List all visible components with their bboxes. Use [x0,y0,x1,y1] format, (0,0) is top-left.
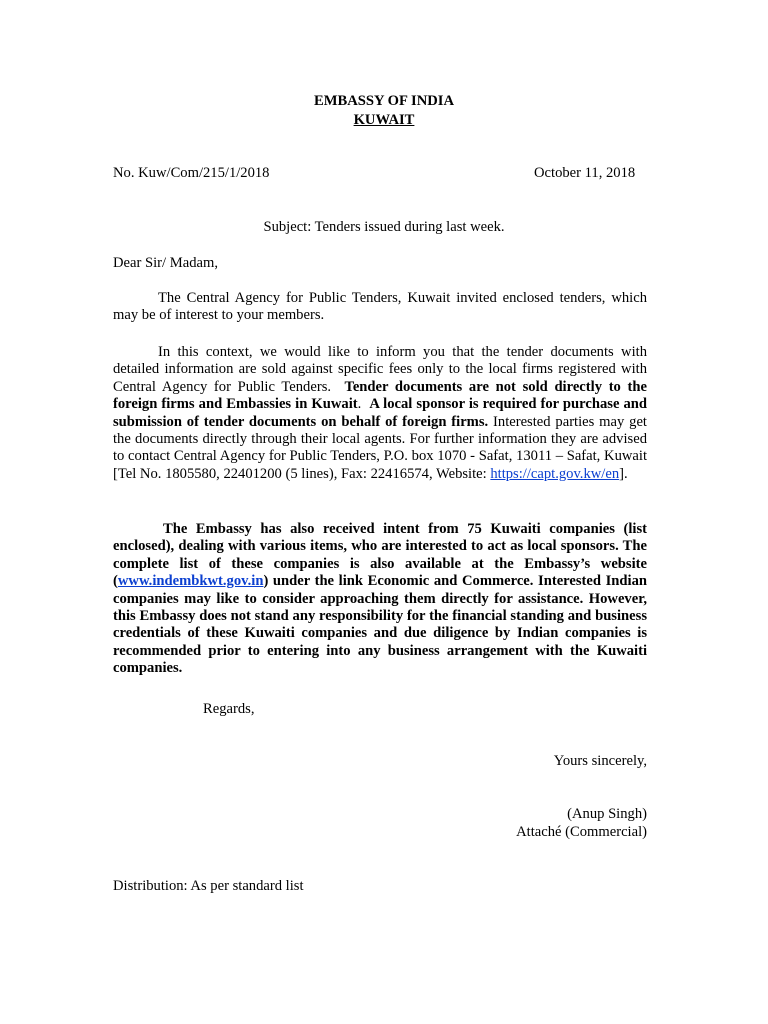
paragraph-2-text-1: In this context, we would like to inform you that the tender documents with detailed information are sold against specific fees only to the local firms registered with Central Agency for Public Tenders. [113,344,647,395]
paragraph-2-text-4: ]. [619,465,628,482]
reference-number: No. Kuw/Com/215/1/2018 [113,165,270,181]
embassy-website-link[interactable]: www.indembkwt.gov.in [117,573,264,590]
paragraph-3-bold-1: The Embassy has also received intent from 75 Kuwaiti companies (list enclosed), dealing with various items, who are interested to act as local sponsors. The complete list of these companies is also available at the Embassy’s website ( [113,521,647,590]
paragraph-2 [113,344,647,483]
paragraph-3-bold-2: ) under the link Economic and Commerce. Interested Indian companies may like to consider approaching them directly for assistance. However, this Embassy does not stand any responsibility for the financial standing and business credentials of these Kuwaiti companies and due diligence by Indian companies is recommended prior to entering into any business arrangement with the Kuwaiti companies. [113,573,647,677]
salutation: Dear Sir/ Madam, [113,255,218,271]
subject-line: Subject: Tenders issued during last week. [263,219,505,235]
signatory-title: Attaché (Commercial) [516,824,647,840]
paragraph-2-text-3: Interested parties may get the documents directly through their local agents. For further information they are advised to contact Central Agency for Public Tenders, P.O. box 1070 - Safat, 13011 – Safat, Kuwait [Tel No. 1805580, 22401200 (5 lines), Fax: 22416574, Website: [113,413,647,482]
embassy-title: EMBASSY OF INDIA [313,93,454,109]
regards: Regards, [203,701,255,717]
signatory-name: (Anup Singh) [567,806,647,822]
paragraph-2-bold-2: A local sponsor is required for purchase and submission of tender documents on behalf of foreign firms. [113,396,647,430]
paragraph-1: The Central Agency for Public Tenders, Kuwait invited enclosed tenders, which may be of interest to your members. [113,290,647,324]
distribution: Distribution: As per standard list [113,878,304,894]
paragraph-2-text-2: . [357,396,362,413]
paragraph-3 [113,521,647,678]
paragraph-2-bold-1: Tender documents are not sold directly to the foreign firms and Embassies in Kuwait [113,378,648,413]
embassy-location: KUWAIT [353,112,415,128]
closing: Yours sincerely, [553,753,647,769]
letter-date: October 11, 2018 [534,165,636,181]
capt-website-link[interactable]: https://capt.gov.kw/en [490,465,620,482]
